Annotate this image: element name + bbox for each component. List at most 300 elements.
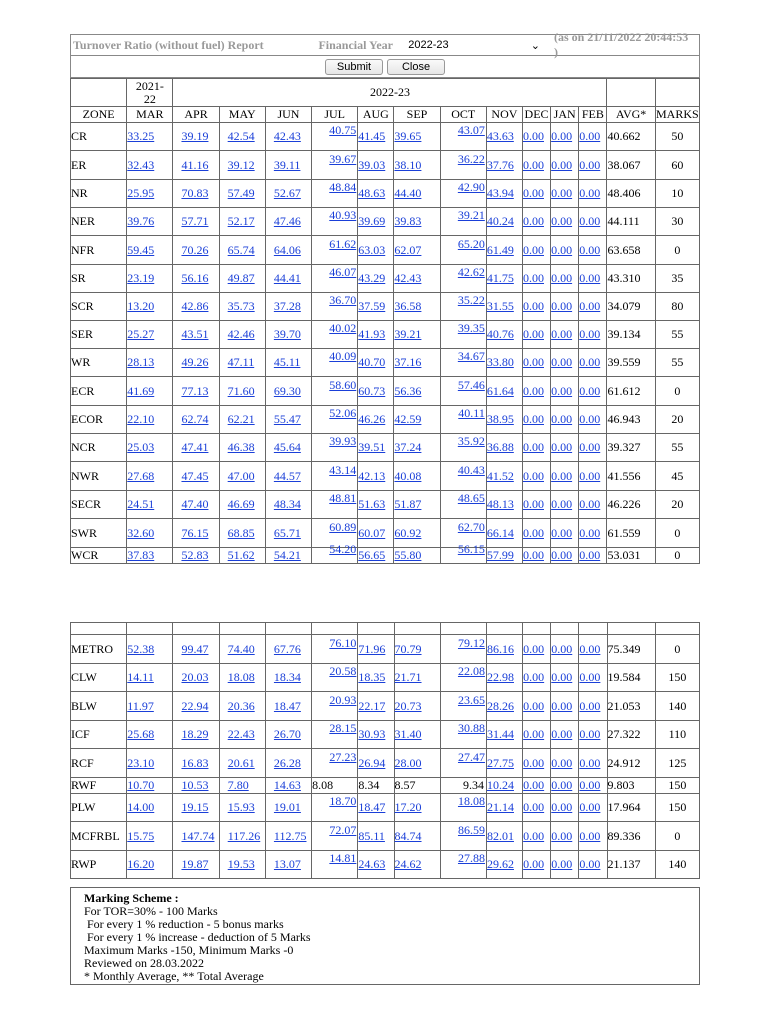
value-link[interactable]: 39.65 xyxy=(394,129,422,143)
value-link[interactable]: 40.76 xyxy=(486,327,514,341)
value-link[interactable]: 19.01 xyxy=(273,800,301,814)
value-link[interactable]: 42.59 xyxy=(394,412,422,426)
value-link[interactable]: 0.00 xyxy=(522,525,544,540)
value-link[interactable]: 36.70 xyxy=(329,293,357,307)
value-link[interactable]: 39.51 xyxy=(358,440,386,454)
value-link[interactable]: 39.19 xyxy=(181,129,209,143)
submit-button[interactable]: Submit xyxy=(325,59,383,75)
value-link[interactable]: 40.43 xyxy=(457,462,485,477)
value-link[interactable]: 47.40 xyxy=(181,497,209,511)
value-link[interactable]: 22.94 xyxy=(181,698,209,713)
value-link[interactable]: 0.00 xyxy=(522,355,544,369)
value-link[interactable]: 30.93 xyxy=(358,727,386,741)
value-link[interactable]: 14.81 xyxy=(329,851,357,865)
value-link[interactable]: 62.21 xyxy=(227,412,255,426)
value-link[interactable]: 0.00 xyxy=(579,214,601,228)
value-link[interactable]: 76.10 xyxy=(329,635,357,650)
value-link[interactable]: 0.00 xyxy=(551,497,573,511)
value-link[interactable]: 0.00 xyxy=(551,778,573,792)
value-link[interactable]: 41.75 xyxy=(486,271,514,285)
value-link[interactable]: 42.46 xyxy=(227,327,255,341)
value-link[interactable]: 41.52 xyxy=(486,468,514,483)
value-link[interactable]: 77.13 xyxy=(181,383,209,398)
value-link[interactable]: 39.35 xyxy=(457,321,485,335)
value-link[interactable]: 57.49 xyxy=(227,186,255,200)
value-link[interactable]: 19.87 xyxy=(181,857,209,871)
value-link[interactable]: 42.90 xyxy=(457,180,485,194)
value-link[interactable]: 57.99 xyxy=(486,548,514,562)
financial-year-select[interactable] xyxy=(404,37,544,53)
value-link[interactable]: 37.83 xyxy=(127,548,155,562)
value-link[interactable]: 85.11 xyxy=(358,828,385,843)
value-link[interactable]: 20.58 xyxy=(329,664,357,678)
value-link[interactable]: 42.13 xyxy=(358,468,386,483)
value-link[interactable]: 22.10 xyxy=(127,412,155,426)
value-link[interactable]: 47.46 xyxy=(273,214,301,228)
value-link[interactable]: 43.14 xyxy=(329,462,357,477)
value-link[interactable]: 0.00 xyxy=(551,525,573,540)
value-link[interactable]: 21.14 xyxy=(486,800,514,814)
value-link[interactable]: 18.29 xyxy=(181,727,209,741)
value-link[interactable]: 0.00 xyxy=(579,857,601,871)
value-link[interactable]: 17.20 xyxy=(394,800,422,814)
value-link[interactable]: 39.21 xyxy=(394,327,422,341)
value-link[interactable]: 0.00 xyxy=(551,242,573,257)
value-link[interactable]: 0.00 xyxy=(579,727,601,741)
value-link[interactable]: 49.26 xyxy=(181,355,209,369)
value-link[interactable]: 42.43 xyxy=(273,129,301,143)
value-link[interactable]: 60.07 xyxy=(358,525,386,540)
value-link[interactable]: 42.43 xyxy=(394,271,422,285)
value-link[interactable]: 32.43 xyxy=(127,157,155,172)
value-link[interactable]: 27.88 xyxy=(457,851,485,865)
value-link[interactable]: 7.80 xyxy=(227,778,249,792)
value-link[interactable]: 67.76 xyxy=(273,641,301,656)
value-link[interactable]: 56.36 xyxy=(394,383,422,398)
value-cell xyxy=(127,635,173,664)
value-link[interactable]: 23.10 xyxy=(127,755,155,770)
value-link[interactable]: 56.15 xyxy=(457,542,485,556)
value-link[interactable]: 42.62 xyxy=(457,265,485,279)
value-link[interactable]: 0.00 xyxy=(579,525,601,540)
value-link[interactable]: 16.20 xyxy=(127,857,155,871)
value-link[interactable]: 31.55 xyxy=(486,299,514,313)
value-link[interactable]: 28.13 xyxy=(127,355,155,369)
value-link[interactable]: 20.36 xyxy=(227,698,255,713)
value-link[interactable]: 22.08 xyxy=(457,664,485,678)
value-link[interactable]: 44.41 xyxy=(273,271,301,285)
value-link[interactable]: 45.11 xyxy=(273,355,301,369)
value-link[interactable]: 40.11 xyxy=(458,406,485,420)
value-link[interactable]: 37.16 xyxy=(394,355,422,369)
value-link[interactable]: 71.96 xyxy=(358,641,386,656)
value-link[interactable]: 0.00 xyxy=(579,698,601,713)
value-link[interactable]: 57.71 xyxy=(181,214,209,228)
value-link[interactable]: 43.51 xyxy=(181,327,209,341)
value-link[interactable]: 19.15 xyxy=(181,800,209,814)
value-link[interactable]: 23.19 xyxy=(127,271,155,285)
value-link[interactable]: 52.67 xyxy=(273,186,301,200)
value-link[interactable]: 51.87 xyxy=(394,497,422,511)
value-link[interactable]: 0.00 xyxy=(579,800,601,814)
value-link[interactable]: 18.08 xyxy=(457,794,485,808)
value-link[interactable]: 147.74 xyxy=(181,828,215,843)
value-link[interactable]: 0.00 xyxy=(523,755,545,770)
value-link[interactable]: 28.26 xyxy=(486,698,514,713)
value-link[interactable]: 112.75 xyxy=(273,828,307,843)
value-link[interactable]: 99.47 xyxy=(181,641,209,656)
value-link[interactable]: 64.06 xyxy=(273,242,301,257)
value-link[interactable]: 63.03 xyxy=(358,242,386,257)
value-link[interactable]: 18.35 xyxy=(358,670,386,684)
value-link[interactable]: 45.64 xyxy=(273,440,301,454)
value-link[interactable]: 28.00 xyxy=(394,755,422,770)
value-link[interactable]: 48.84 xyxy=(329,180,357,194)
value-link[interactable]: 42.86 xyxy=(181,299,209,313)
value-link[interactable]: 0.00 xyxy=(522,157,544,172)
value-link[interactable]: 0.00 xyxy=(551,186,573,200)
value-link[interactable]: 0.00 xyxy=(551,641,573,656)
value-link[interactable]: 66.14 xyxy=(486,525,514,540)
value-link[interactable]: 48.13 xyxy=(486,497,514,511)
value-link[interactable]: 47.41 xyxy=(181,440,209,454)
value-link[interactable]: 27.75 xyxy=(486,755,514,770)
value-link[interactable]: 48.63 xyxy=(358,186,386,200)
value-link[interactable]: 58.60 xyxy=(329,377,357,392)
value-link[interactable]: 0.00 xyxy=(579,778,601,792)
value-link[interactable]: 52.83 xyxy=(181,548,209,562)
value-link[interactable]: 0.00 xyxy=(579,412,601,426)
value-link[interactable]: 36.22 xyxy=(457,151,485,166)
value-link[interactable]: 62.70 xyxy=(457,519,485,534)
value-link[interactable]: 48.34 xyxy=(273,497,301,511)
value-link[interactable]: 39.67 xyxy=(329,151,357,166)
value-link[interactable]: 47.45 xyxy=(181,468,209,483)
value-link[interactable]: 0.00 xyxy=(522,327,544,341)
value-link[interactable]: 0.00 xyxy=(551,299,573,313)
value-link[interactable]: 43.63 xyxy=(486,129,514,143)
value-link[interactable]: 18.08 xyxy=(227,670,255,684)
value-link[interactable]: 27.68 xyxy=(127,468,155,483)
value-link[interactable]: 27.23 xyxy=(329,749,357,764)
value-link[interactable]: 40.70 xyxy=(358,355,386,369)
value-link[interactable]: 38.10 xyxy=(394,157,422,172)
value-link[interactable]: 48.65 xyxy=(457,491,485,505)
value-link[interactable]: 0.00 xyxy=(522,548,544,562)
value-link[interactable]: 0.00 xyxy=(579,440,601,454)
value-link[interactable]: 36.58 xyxy=(394,299,422,313)
value-link[interactable]: 0.00 xyxy=(551,383,573,398)
value-link[interactable]: 0.00 xyxy=(579,828,601,843)
value-link[interactable]: 0.00 xyxy=(522,271,544,285)
value-link[interactable]: 34.67 xyxy=(457,349,485,363)
value-link[interactable]: 0.00 xyxy=(522,242,544,257)
value-link[interactable]: 0.00 xyxy=(522,129,544,143)
value-link[interactable]: 18.70 xyxy=(329,794,357,808)
value-link[interactable]: 51.62 xyxy=(227,548,255,562)
value-link[interactable]: 0.00 xyxy=(579,468,601,483)
value-link[interactable]: 13.20 xyxy=(127,299,155,313)
value-link[interactable]: 0.00 xyxy=(551,271,573,285)
value-link[interactable]: 28.15 xyxy=(329,721,357,735)
value-link[interactable]: 31.40 xyxy=(394,727,422,741)
value-link[interactable]: 82.01 xyxy=(486,828,514,843)
value-link[interactable]: 20.61 xyxy=(227,755,255,770)
value-link[interactable]: 13.07 xyxy=(273,857,301,871)
value-link[interactable]: 55.80 xyxy=(394,548,422,562)
value-link[interactable]: 0.00 xyxy=(579,157,601,172)
value-link[interactable]: 0.00 xyxy=(523,698,545,713)
value-link[interactable]: 86.59 xyxy=(457,822,485,837)
value-link[interactable]: 0.00 xyxy=(522,497,544,511)
value-link[interactable]: 0.00 xyxy=(523,857,545,871)
value-link[interactable]: 24.62 xyxy=(394,857,422,871)
value-link[interactable]: 0.00 xyxy=(523,800,545,814)
value-link[interactable]: 14.00 xyxy=(127,800,155,814)
value-link[interactable]: 0.00 xyxy=(522,299,544,313)
value-link[interactable]: 0.00 xyxy=(523,727,545,741)
value-link[interactable]: 41.16 xyxy=(181,157,209,172)
value-link[interactable]: 0.00 xyxy=(551,755,573,770)
value-link[interactable]: 46.69 xyxy=(227,497,255,511)
value-link[interactable]: 39.76 xyxy=(127,214,155,228)
value-link[interactable]: 46.26 xyxy=(358,412,386,426)
value-link[interactable]: 52.38 xyxy=(127,641,155,656)
value-link[interactable]: 39.69 xyxy=(358,214,386,228)
value-link[interactable]: 52.17 xyxy=(227,214,255,228)
value-link[interactable]: 40.09 xyxy=(329,349,357,363)
value-link[interactable]: 70.79 xyxy=(394,641,422,656)
value-link[interactable]: 61.62 xyxy=(329,236,357,251)
value-link[interactable]: 10.53 xyxy=(181,778,209,792)
value-link[interactable]: 0.00 xyxy=(579,383,601,398)
value-link[interactable]: 18.34 xyxy=(273,670,301,684)
value-link[interactable]: 0.00 xyxy=(551,727,573,741)
value-link[interactable]: 60.73 xyxy=(358,383,386,398)
value-link[interactable]: 20.03 xyxy=(181,670,209,684)
value-link[interactable]: 0.00 xyxy=(579,271,601,285)
value-link[interactable]: 0.00 xyxy=(551,157,573,172)
value-link[interactable]: 51.63 xyxy=(358,497,386,511)
value-link[interactable]: 41.45 xyxy=(358,129,386,143)
value-link[interactable]: 39.12 xyxy=(227,157,255,172)
value-link[interactable]: 46.38 xyxy=(227,440,255,454)
value-link[interactable]: 40.24 xyxy=(486,214,514,228)
value-link[interactable]: 0.00 xyxy=(551,828,573,843)
value-link[interactable]: 25.03 xyxy=(127,440,155,454)
value-link[interactable]: 72.07 xyxy=(329,822,357,837)
value-link[interactable]: 62.74 xyxy=(181,412,209,426)
value-link[interactable]: 79.12 xyxy=(457,635,485,650)
value-link[interactable]: 39.93 xyxy=(329,434,357,448)
value-link[interactable]: 42.54 xyxy=(227,129,255,143)
value-link[interactable]: 54.20 xyxy=(329,542,357,556)
value-link[interactable]: 40.08 xyxy=(394,468,422,483)
value-link[interactable]: 0.00 xyxy=(579,186,601,200)
value-link[interactable]: 31.44 xyxy=(486,727,514,741)
value-link[interactable]: 20.93 xyxy=(329,692,357,707)
value-link[interactable]: 0.00 xyxy=(551,327,573,341)
value-link[interactable]: 47.00 xyxy=(227,468,255,483)
value-link[interactable]: 54.21 xyxy=(273,548,301,562)
value-link[interactable]: 19.53 xyxy=(227,857,255,871)
value-link[interactable]: 0.00 xyxy=(579,641,601,656)
value-link[interactable]: 0.00 xyxy=(579,355,601,369)
value-link[interactable]: 0.00 xyxy=(523,670,545,684)
value-link[interactable]: 61.64 xyxy=(486,383,514,398)
value-link[interactable]: 0.00 xyxy=(523,778,545,792)
value-link[interactable]: 29.62 xyxy=(486,857,514,871)
value-link[interactable]: 0.00 xyxy=(522,186,544,200)
value-link[interactable]: 38.95 xyxy=(486,412,514,426)
value-link[interactable]: 0.00 xyxy=(523,641,545,656)
value-link[interactable]: 86.16 xyxy=(486,641,514,656)
value-link[interactable]: 32.60 xyxy=(127,525,155,540)
value-link[interactable]: 57.46 xyxy=(457,377,485,392)
value-link[interactable]: 37.59 xyxy=(358,299,386,313)
value-link[interactable]: 0.00 xyxy=(579,242,601,257)
value-link[interactable]: 39.83 xyxy=(394,214,422,228)
value-link[interactable]: 84.74 xyxy=(394,828,422,843)
value-link[interactable]: 14.63 xyxy=(273,778,301,792)
value-link[interactable]: 0.00 xyxy=(551,214,573,228)
value-link[interactable]: 37.28 xyxy=(273,299,301,313)
value-link[interactable]: 21.71 xyxy=(394,670,422,684)
value-link[interactable]: 65.74 xyxy=(227,242,255,257)
value-link[interactable]: 0.00 xyxy=(522,214,544,228)
value-link[interactable]: 10.70 xyxy=(127,778,155,792)
value-link[interactable]: 20.73 xyxy=(394,698,422,713)
value-link[interactable]: 25.95 xyxy=(127,186,155,200)
value-link[interactable]: 69.30 xyxy=(273,383,301,398)
value-link[interactable]: 43.94 xyxy=(486,186,514,200)
value-link[interactable]: 0.00 xyxy=(551,355,573,369)
value-link[interactable]: 0.00 xyxy=(551,548,573,562)
value-link[interactable]: 44.40 xyxy=(394,186,422,200)
value-link[interactable]: 26.28 xyxy=(273,755,301,770)
value-link[interactable]: 65.20 xyxy=(457,236,485,251)
value-link[interactable]: 74.40 xyxy=(227,641,255,656)
value-link[interactable]: 33.80 xyxy=(486,355,514,369)
value-link[interactable]: 70.83 xyxy=(181,186,209,200)
value-link[interactable]: 25.68 xyxy=(127,727,155,741)
value-link[interactable]: 30.88 xyxy=(457,721,485,735)
value-link[interactable]: 0.00 xyxy=(522,468,544,483)
value-link[interactable]: 76.15 xyxy=(181,525,209,540)
value-link[interactable]: 39.21 xyxy=(457,208,485,222)
value-link[interactable]: 0.00 xyxy=(522,383,544,398)
value-link[interactable]: 16.83 xyxy=(181,755,209,770)
value-link[interactable]: 61.49 xyxy=(486,242,514,257)
value-link[interactable]: 22.43 xyxy=(227,727,255,741)
value-link[interactable]: 35.22 xyxy=(457,293,485,307)
value-link[interactable]: 0.00 xyxy=(551,698,573,713)
value-link[interactable]: 39.11 xyxy=(273,157,301,172)
value-link[interactable]: 39.03 xyxy=(358,157,386,172)
value-link[interactable]: 15.93 xyxy=(227,800,255,814)
value-link[interactable]: 0.00 xyxy=(551,670,573,684)
value-link[interactable]: 11.97 xyxy=(127,698,154,713)
value-link[interactable]: 60.92 xyxy=(394,525,422,540)
value-link[interactable]: 0.00 xyxy=(551,857,573,871)
value-link[interactable]: 15.75 xyxy=(127,828,155,843)
value-link[interactable]: 0.00 xyxy=(551,440,573,454)
value-link[interactable]: 0.00 xyxy=(523,828,545,843)
value-link[interactable]: 36.88 xyxy=(486,440,514,454)
value-link[interactable]: 33.25 xyxy=(127,129,155,143)
value-link[interactable]: 71.60 xyxy=(227,383,255,398)
value-link[interactable]: 0.00 xyxy=(551,412,573,426)
value-link[interactable]: 0.00 xyxy=(579,129,601,143)
value-link[interactable]: 0.00 xyxy=(579,755,601,770)
value-link[interactable]: 68.85 xyxy=(227,525,255,540)
value-link[interactable]: 37.24 xyxy=(394,440,422,454)
value-link[interactable]: 56.16 xyxy=(181,271,209,285)
value-link[interactable]: 35.73 xyxy=(227,299,255,313)
value-link[interactable]: 0.00 xyxy=(522,440,544,454)
value-link[interactable]: 0.00 xyxy=(579,497,601,511)
value-link[interactable]: 44.57 xyxy=(273,468,301,483)
value-link[interactable]: 23.65 xyxy=(457,692,485,707)
value-link[interactable]: 18.47 xyxy=(273,698,301,713)
value-link[interactable]: 41.69 xyxy=(127,383,155,398)
value-link[interactable]: 10.24 xyxy=(486,778,514,792)
value-link[interactable]: 40.93 xyxy=(329,208,357,222)
value-link[interactable]: 65.71 xyxy=(273,525,301,540)
value-link[interactable]: 0.00 xyxy=(579,299,601,313)
value-link[interactable]: 48.81 xyxy=(329,491,357,505)
value-link[interactable]: 22.17 xyxy=(358,698,386,713)
value-link[interactable]: 0.00 xyxy=(579,548,601,562)
value-link[interactable]: 0.00 xyxy=(551,800,573,814)
value-link[interactable]: 22.98 xyxy=(486,670,514,684)
value-link[interactable]: 0.00 xyxy=(579,670,601,684)
value-link[interactable]: 0.00 xyxy=(579,327,601,341)
value-link[interactable]: 26.70 xyxy=(273,727,301,741)
value-link[interactable]: 56.65 xyxy=(358,548,386,562)
value-link[interactable]: 43.07 xyxy=(457,123,485,137)
value-link[interactable]: 40.02 xyxy=(329,321,357,335)
value-link[interactable]: 70.26 xyxy=(181,242,209,257)
value-link[interactable]: 0.00 xyxy=(522,412,544,426)
value-link[interactable]: 24.63 xyxy=(358,857,386,871)
value-link[interactable]: 0.00 xyxy=(551,129,573,143)
value-link[interactable]: 60.89 xyxy=(329,519,357,534)
value-link[interactable]: 39.70 xyxy=(273,327,301,341)
value-link[interactable]: 35.92 xyxy=(457,434,485,448)
value-link[interactable]: 14.11 xyxy=(127,670,154,684)
value-link[interactable]: 117.26 xyxy=(227,828,261,843)
value-link[interactable]: 41.93 xyxy=(358,327,386,341)
value-link[interactable]: 37.76 xyxy=(486,157,514,172)
value-link[interactable]: 25.27 xyxy=(127,327,155,341)
value-link[interactable]: 49.87 xyxy=(227,271,255,285)
value-link[interactable]: 55.47 xyxy=(273,412,301,426)
value-link[interactable]: 59.45 xyxy=(127,242,155,257)
value-link[interactable]: 62.07 xyxy=(394,242,422,257)
value-link[interactable]: 47.11 xyxy=(227,355,255,369)
value-link[interactable]: 46.07 xyxy=(329,265,357,279)
value-link[interactable]: 0.00 xyxy=(551,468,573,483)
value-link[interactable]: 40.75 xyxy=(329,123,357,137)
value-link[interactable]: 27.47 xyxy=(457,749,485,764)
value-link[interactable]: 24.51 xyxy=(127,497,155,511)
value-link[interactable]: 52.06 xyxy=(329,406,357,420)
value-link[interactable]: 26.94 xyxy=(358,755,386,770)
value-link[interactable]: 18.47 xyxy=(358,800,386,814)
value-link[interactable]: 43.29 xyxy=(358,271,386,285)
close-button[interactable]: Close xyxy=(387,59,445,75)
